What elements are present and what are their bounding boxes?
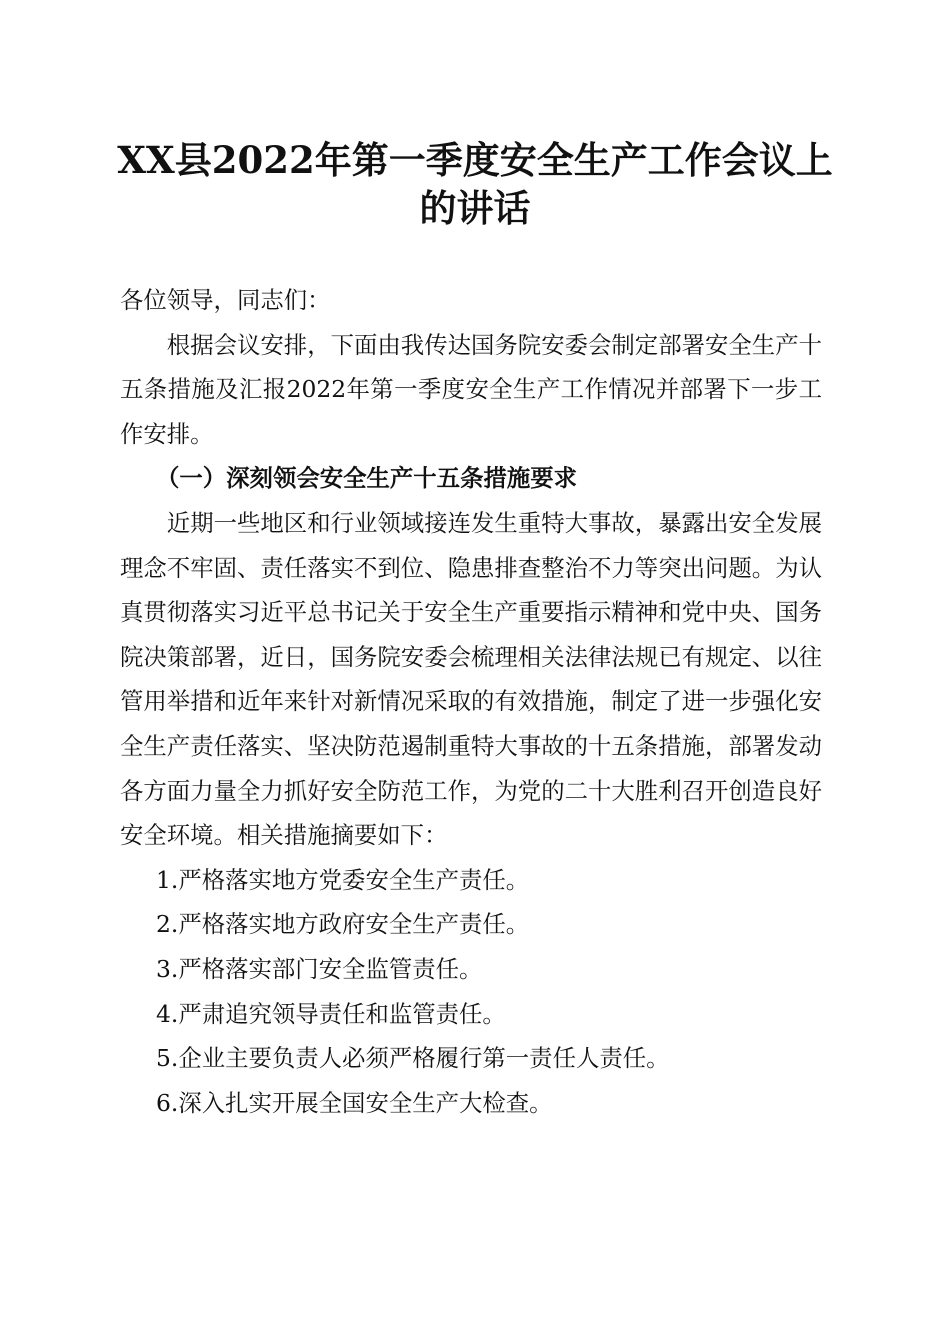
section-heading: （一）深刻领会安全生产十五条措施要求 <box>156 464 578 493</box>
list-item: 1.严格落实地方党委安全生产责任。 <box>156 865 530 894</box>
section-paragraph: 近期一些地区和行业领域接连发生重特大事故，暴露出安全发展理念不牢固、责任落实不到位、隐患排查整治不力等突出问题。为认真贯彻落实习近平总书记关于安全生产重要指示精神和党中央、国务院决策部署，近日，国务院安委会梳理相关法律法规已有规定、以往管用举措和近年来针对新情况采取的有效措施，制定了进一步强化安全生产责任落实、坚决防范遏制重特大事故的十五条措施，部署发动各方面力量全力抓好安全防范工作，为党的二十大胜利召开创造良好安全环境。相关措施摘要如下： <box>120 508 822 850</box>
document-title: XX县2022年第一季度安全生产工作会议上的讲话 <box>117 138 833 230</box>
list-item: 2.严格落实地方政府安全生产责任。 <box>156 910 530 939</box>
list-item: 3.严格落实部门安全监管责任。 <box>156 954 483 983</box>
document-body <box>120 278 822 1125</box>
salutation: 各位领导，同志们： <box>120 286 331 314</box>
list-item: 4.严肃追究领导责任和监管责任。 <box>156 999 506 1028</box>
list-item: 6.深入扎实开展全国安全生产大检查。 <box>156 1088 553 1117</box>
list-item: 5.企业主要负责人必须严格履行第一责任人责任。 <box>156 1044 670 1073</box>
intro-paragraph: 根据会议安排，下面由我传达国务院安委会制定部署安全生产十五条措施及汇报2022年第一季度安全生产工作情况并部署下一步工作安排。 <box>120 330 822 448</box>
